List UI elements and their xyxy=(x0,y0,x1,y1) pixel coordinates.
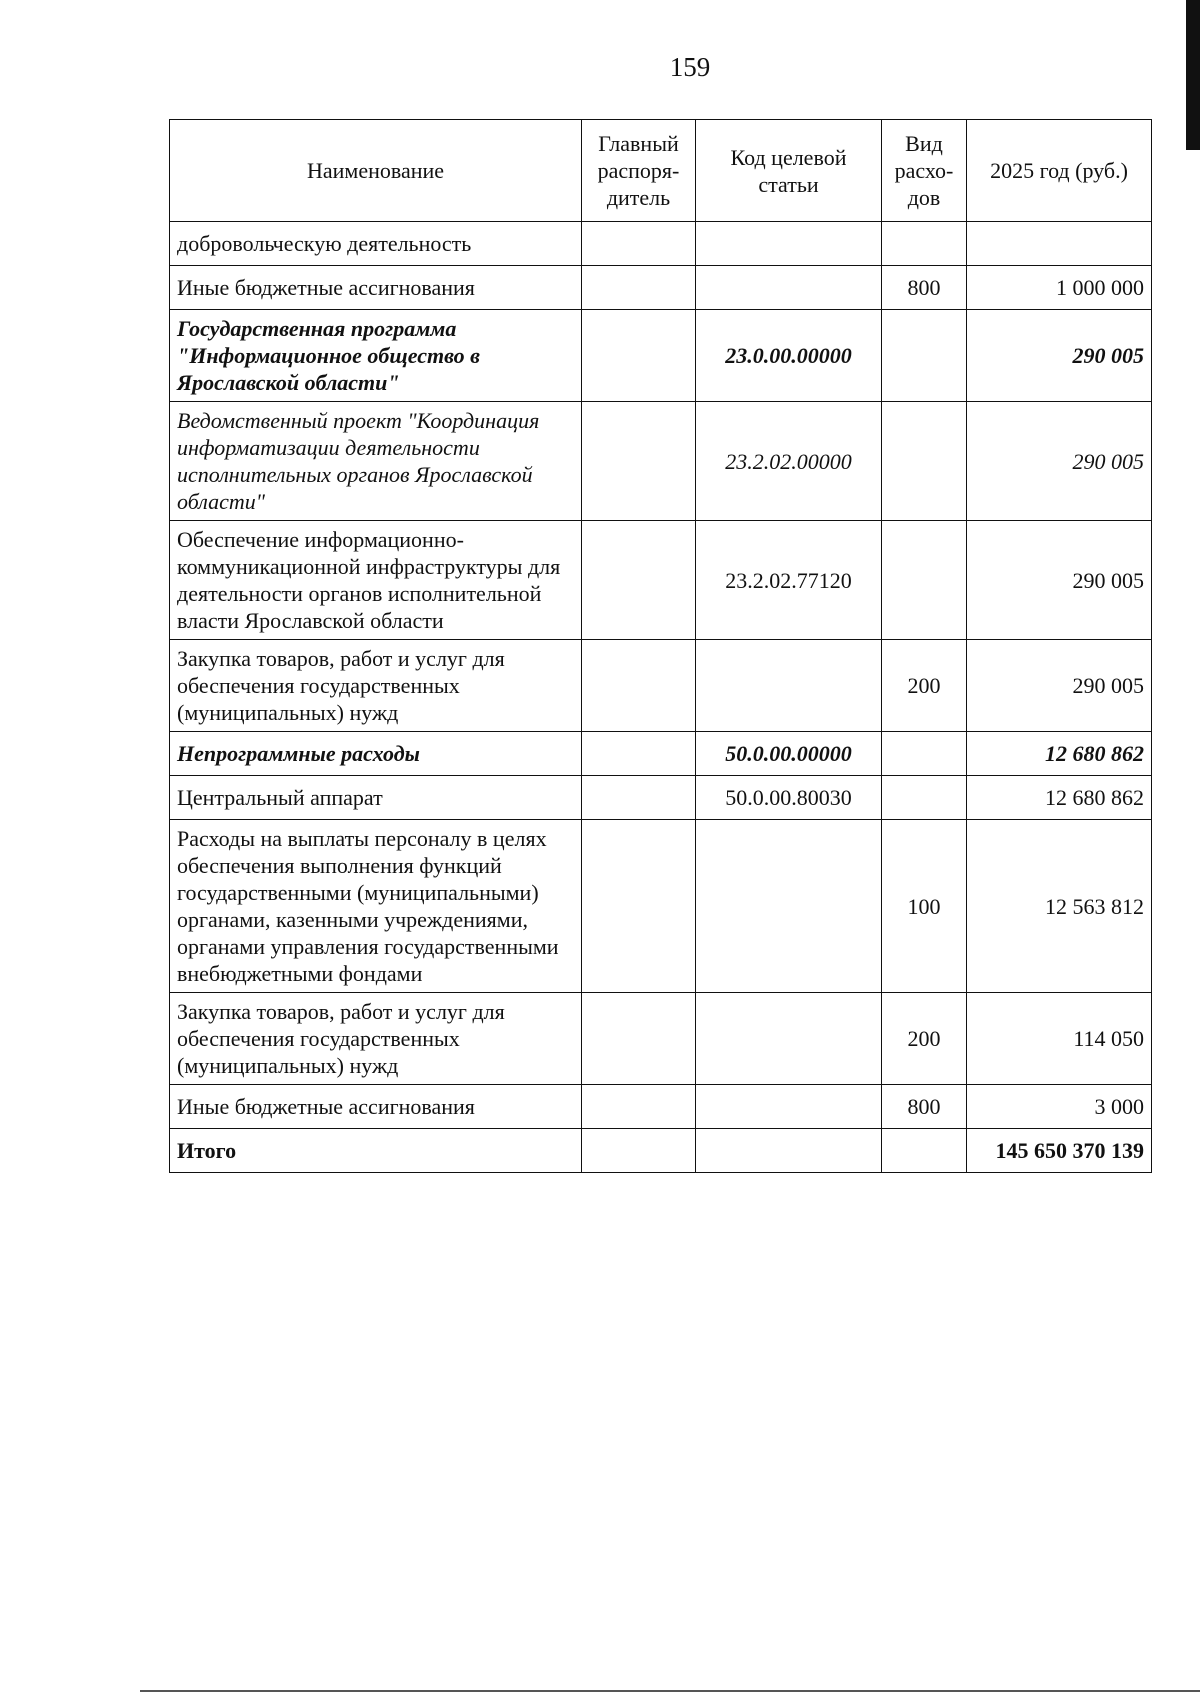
row-admin xyxy=(582,776,696,820)
row-code: 50.0.00.80030 xyxy=(696,776,882,820)
row-code: 23.2.02.77120 xyxy=(696,521,882,640)
table-row xyxy=(170,776,1152,820)
header-admin: Главный распоря-дитель xyxy=(582,120,696,222)
row-admin xyxy=(582,402,696,521)
row-code: 50.0.00.00000 xyxy=(696,732,882,776)
row-code xyxy=(696,820,882,993)
row-amount: 290 005 xyxy=(967,640,1152,732)
row-type xyxy=(882,310,967,402)
row-type xyxy=(882,1129,967,1173)
scan-edge-mark xyxy=(1186,0,1200,150)
row-admin xyxy=(582,1085,696,1129)
row-name: Ведомственный проект "Координация информатизации деятельности исполнительных органов Ярославской области" xyxy=(170,402,582,521)
row-amount: 12 680 862 xyxy=(967,732,1152,776)
row-name: Иные бюджетные ассигнования xyxy=(170,1085,582,1129)
row-amount: 3 000 xyxy=(967,1085,1152,1129)
row-name: Непрограммные расходы xyxy=(170,732,582,776)
table-row xyxy=(170,222,1152,266)
row-name: Закупка товаров, работ и услуг для обеспечения государственных (муниципальных) нужд xyxy=(170,640,582,732)
page-number: 159 xyxy=(669,52,711,82)
row-name: Иные бюджетные ассигнования xyxy=(170,266,582,310)
header-type: Вид расхо-дов xyxy=(882,120,967,222)
row-admin xyxy=(582,222,696,266)
table-row xyxy=(170,402,1152,521)
header-amount: 2025 год (руб.) xyxy=(967,120,1152,222)
table-row-total xyxy=(170,1129,1152,1173)
row-type: 200 xyxy=(882,993,967,1085)
row-admin xyxy=(582,266,696,310)
row-code xyxy=(696,1129,882,1173)
row-name: Обеспечение информационно-коммуникационной инфраструктуры для деятельности органов исполнительной власти Ярославской области xyxy=(170,521,582,640)
table-row xyxy=(170,640,1152,732)
row-type xyxy=(882,402,967,521)
row-code xyxy=(696,993,882,1085)
row-admin xyxy=(582,310,696,402)
row-admin xyxy=(582,732,696,776)
row-amount: 290 005 xyxy=(967,521,1152,640)
row-code xyxy=(696,640,882,732)
row-amount: 290 005 xyxy=(967,402,1152,521)
row-type xyxy=(882,521,967,640)
table-row xyxy=(170,820,1152,993)
row-code: 23.2.02.00000 xyxy=(696,402,882,521)
row-name: Расходы на выплаты персоналу в целях обеспечения выполнения функций государственными (муниципальными) органами, казенными учреждениями, органами управления государственными внебюджетными фондами xyxy=(170,820,582,993)
row-type: 200 xyxy=(882,640,967,732)
table-row xyxy=(170,310,1152,402)
row-amount: 114 050 xyxy=(967,993,1152,1085)
table-row xyxy=(170,266,1152,310)
row-name: добровольческую деятельность xyxy=(170,222,582,266)
table-row xyxy=(170,993,1152,1085)
row-name: Государственная программа "Информационное общество в Ярославской области" xyxy=(170,310,582,402)
row-amount: 12 680 862 xyxy=(967,776,1152,820)
row-name: Центральный аппарат xyxy=(170,776,582,820)
row-amount: 145 650 370 139 xyxy=(967,1129,1152,1173)
row-name: Итого xyxy=(170,1129,582,1173)
budget-table xyxy=(169,119,1152,1173)
row-admin xyxy=(582,640,696,732)
row-type: 800 xyxy=(882,1085,967,1129)
row-type xyxy=(882,776,967,820)
row-admin xyxy=(582,1129,696,1173)
row-admin xyxy=(582,521,696,640)
row-code xyxy=(696,266,882,310)
header-code: Код целевой статьи xyxy=(696,120,882,222)
row-amount: 1 000 000 xyxy=(967,266,1152,310)
row-code: 23.0.00.00000 xyxy=(696,310,882,402)
row-code xyxy=(696,222,882,266)
row-admin xyxy=(582,820,696,993)
header-name: Наименование xyxy=(170,120,582,222)
row-type xyxy=(882,732,967,776)
table-header-row xyxy=(170,120,1152,222)
row-admin xyxy=(582,993,696,1085)
row-type: 100 xyxy=(882,820,967,993)
row-type xyxy=(882,222,967,266)
table-row xyxy=(170,1085,1152,1129)
row-name: Закупка товаров, работ и услуг для обеспечения государственных (муниципальных) нужд xyxy=(170,993,582,1085)
row-amount: 290 005 xyxy=(967,310,1152,402)
row-amount xyxy=(967,222,1152,266)
table-row xyxy=(170,521,1152,640)
row-code xyxy=(696,1085,882,1129)
row-type: 800 xyxy=(882,266,967,310)
table-row xyxy=(170,732,1152,776)
scan-bottom-edge xyxy=(140,1690,1200,1692)
row-amount: 12 563 812 xyxy=(967,820,1152,993)
